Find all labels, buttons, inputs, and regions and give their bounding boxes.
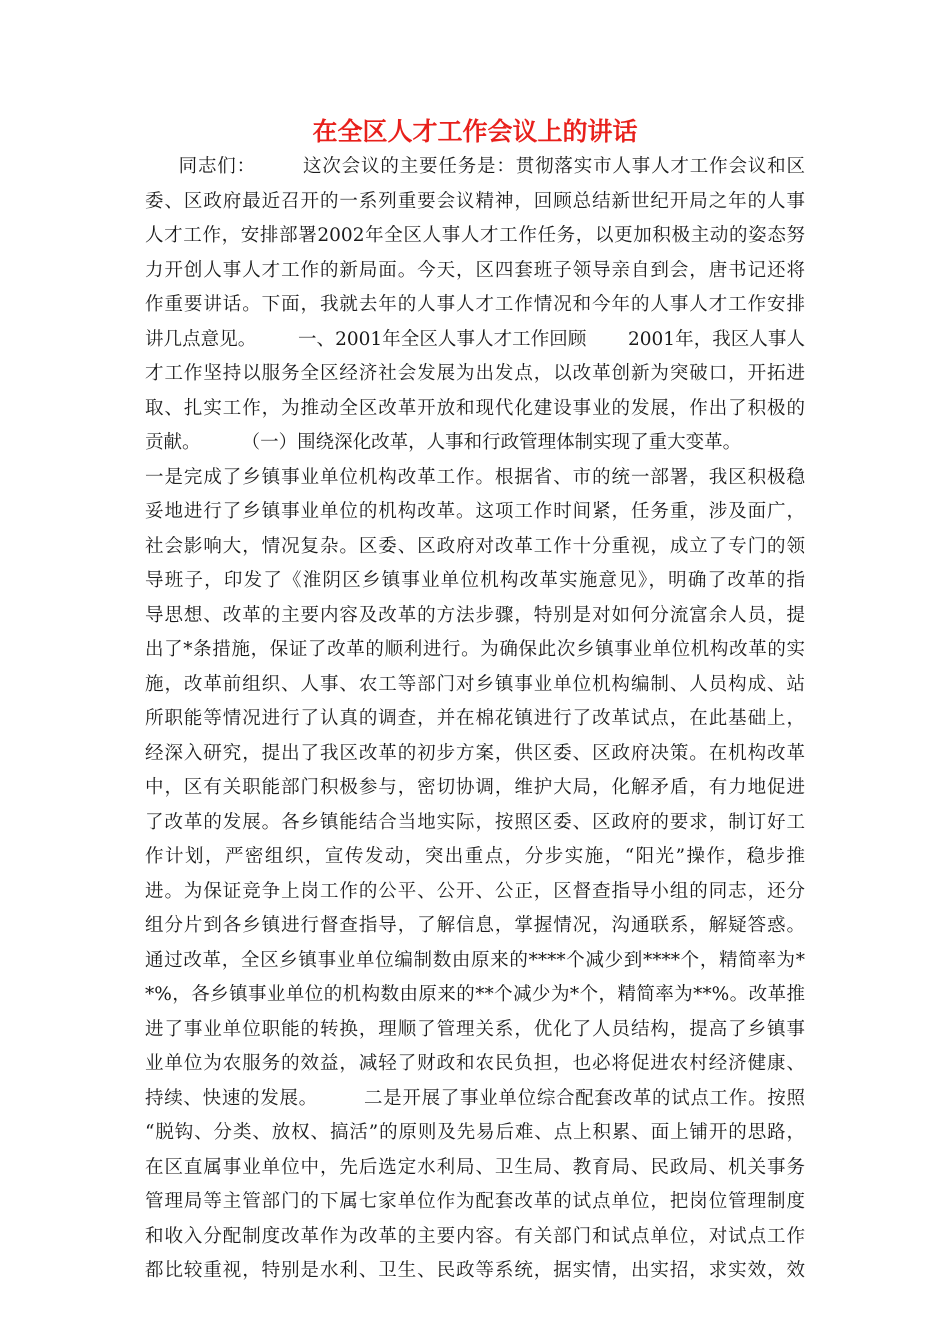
body-line: 进。为保证竞争上岗工作的公平、公开、公正，区督查指导小组的同志，还分	[145, 880, 805, 902]
body-line: 通过改革，全区乡镇事业单位编制数由原来的****个减少到****个，精简率为*	[145, 949, 805, 971]
body-line: *%，各乡镇事业单位的机构数由原来的**个减少为*个，精简率为**%。改革推	[145, 984, 805, 1005]
body-line: 力开创人事人才工作的新局面。今天，区四套班子领导亲自到会，唐书记还将	[145, 259, 805, 281]
body-line: 导班子，印发了《淮阴区乡镇事业单位机构改革实施意见》，明确了改革的指	[145, 570, 805, 591]
body-line: 人才工作，安排部署2002年全区人事人才工作任务，以更加积极主动的姿态努	[145, 225, 805, 246]
body-line: 经深入研究，提出了我区改革的初步方案，供区委、区政府决策。在机构改革	[145, 742, 805, 764]
body-line: 贡献。 （一）围绕深化改革，人事和行政管理体制实现了重大变革。	[145, 432, 742, 453]
body-line: 作重要讲话。下面，我就去年的人事人才工作情况和今年的人事人才工作安排	[145, 294, 805, 315]
body-line: 管理局等主管部门的下属七家单位作为配套改革的试点单位，把岗位管理制度	[145, 1191, 805, 1212]
body-line: 出了*条措施，保证了改革的顺利进行。为确保此次乡镇事业单位机构改革的实	[145, 639, 805, 660]
body-line: 组分片到各乡镇进行督查指导，了解信息，掌握情况，沟通联系，解疑答惑。	[145, 915, 805, 936]
body-line: 妥地进行了乡镇事业单位的机构改革。这项工作时间紧，任务重，涉及面广，	[145, 501, 805, 522]
body-line: 取、扎实工作，为推动全区改革开放和现代化建设事业的发展，作出了积极的	[145, 397, 805, 419]
body-line: 所职能等情况进行了认真的调查，并在棉花镇进行了改革试点，在此基础上，	[145, 708, 805, 729]
body-line: 同志们： 这次会议的主要任务是：贯彻落实市人事人才工作会议和区	[145, 156, 805, 177]
body-line: 业单位为农服务的效益，减轻了财政和农民负担，也必将促进农村经济健康、	[145, 1053, 805, 1074]
body-line: “脱钩、分类、放权、搞活”的原则及先易后难、点上积累、面上铺开的思路，	[145, 1122, 805, 1143]
body-line: 委、区政府最近召开的一系列重要会议精神，回顾总结新世纪开局之年的人事	[145, 190, 805, 212]
body-line: 在区直属事业单位中，先后选定水利局、卫生局、教育局、民政局、机关事务	[145, 1156, 805, 1178]
body-line: 才工作坚持以服务全区经济社会发展为出发点，以改革创新为突破口，开拓进	[145, 363, 805, 384]
body-line: 讲几点意见。 一、2001年全区人事人才工作回顾 2001年，我区人事人	[145, 328, 805, 350]
body-line: 作计划，严密组织，宣传发动，突出重点，分步实施，“阳光”操作，稳步推	[145, 846, 805, 867]
body-line: 一是完成了乡镇事业单位机构改革工作。根据省、市的统一部署，我区积极稳	[145, 466, 805, 488]
body-line: 社会影响大，情况复杂。区委、区政府对改革工作十分重视，成立了专门的领	[145, 535, 805, 557]
document-body	[145, 150, 805, 1289]
body-line: 了改革的发展。各乡镇能结合当地实际，按照区委、区政府的要求，制订好工	[145, 811, 805, 833]
body-line: 导思想、改革的主要内容及改革的方法步骤，特别是对如何分流富余人员，提	[145, 604, 805, 626]
body-line: 持续、快速的发展。 二是开展了事业单位综合配套改革的试点工作。按照	[145, 1087, 805, 1109]
body-line: 和收入分配制度改革作为改革的主要内容。有关部门和试点单位，对试点工作	[145, 1225, 805, 1247]
body-line: 都比较重视，特别是水利、卫生、民政等系统，据实情，出实招，求实效，效	[145, 1260, 805, 1281]
body-line: 进了事业单位职能的转换，理顺了管理关系，优化了人员结构，提高了乡镇事	[145, 1018, 805, 1040]
body-line: 中，区有关职能部门积极参与，密切协调，维护大局，化解矛盾，有力地促进	[145, 777, 805, 798]
body-line: 施，改革前组织、人事、农工等部门对乡镇事业单位机构编制、人员构成、站	[145, 673, 805, 695]
document-title: 在全区人才工作会议上的讲话	[312, 117, 638, 146]
